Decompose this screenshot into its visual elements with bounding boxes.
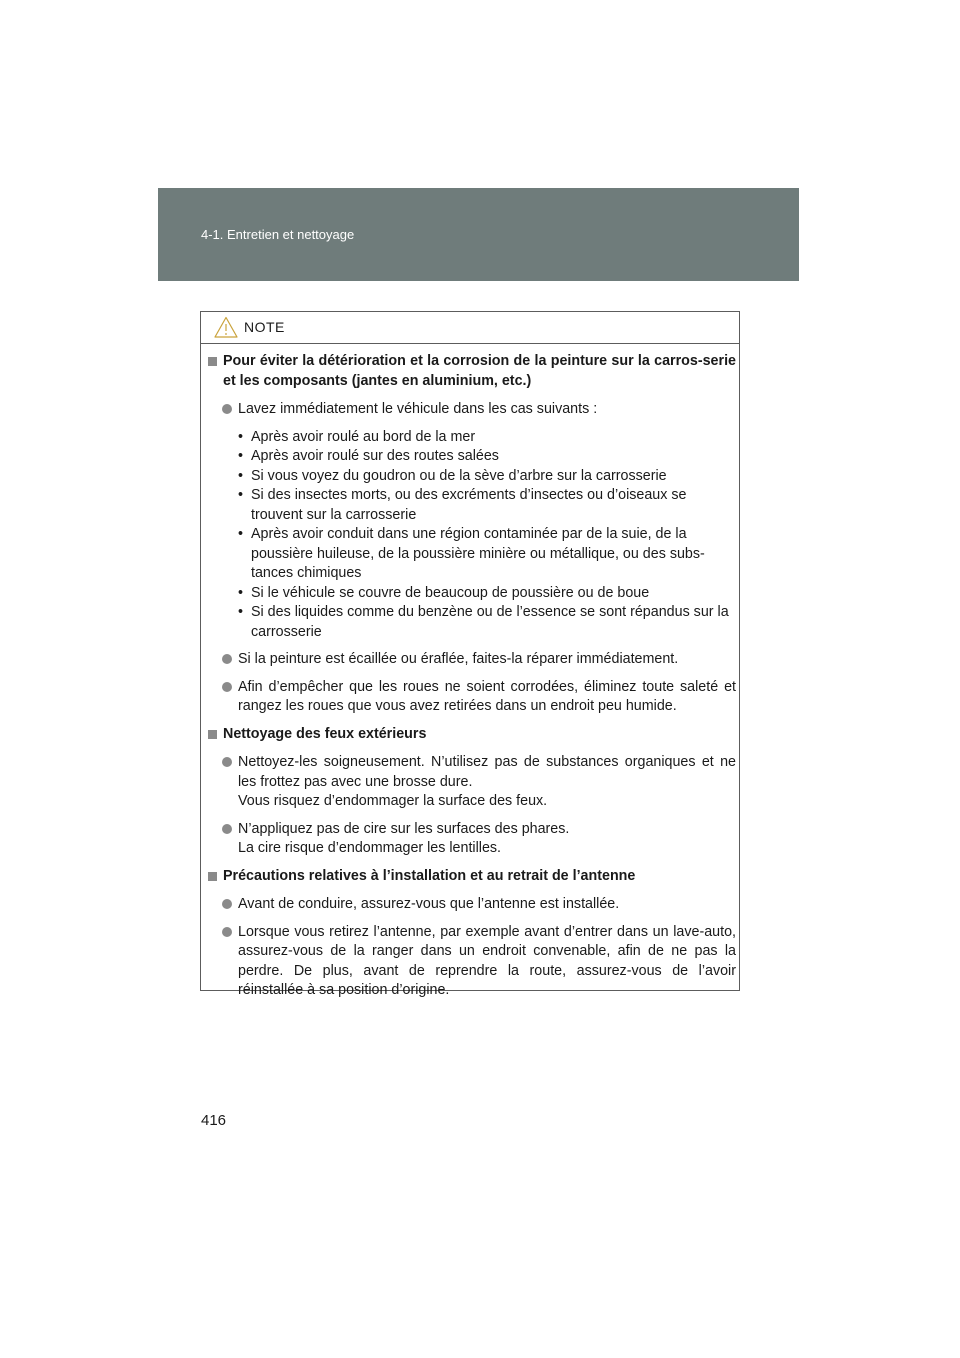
- round-bullet-icon: [222, 899, 232, 909]
- list-item: [206, 400, 736, 420]
- note-content: [206, 352, 736, 1009]
- square-bullet-icon: [208, 730, 217, 739]
- list-item-text: Afin d’empêcher que les roues ne soient corrodées, éliminez toute saleté et rangez les roues que vous avez retirées dans un endroit peu humide.: [238, 678, 736, 714]
- square-bullet-icon: [208, 357, 217, 366]
- list-item-text: Lorsque vous retirez l’antenne, par exemple avant d’entrer dans un lave-auto, assurez-vous de la ranger dans un endroit convenable, afin de ne pas la perdre. De plus, avant de reprendre la route, assurez-vous de l’avoir réinstallée à sa position d’origine.: [238, 923, 736, 998]
- list-item: [206, 895, 736, 915]
- list-item-note: La cire risque d’endommager les lentilles.: [238, 840, 502, 856]
- sub-list: [206, 428, 736, 643]
- section-heading: [206, 725, 736, 745]
- section-heading: [206, 352, 736, 391]
- section-heading: [206, 867, 736, 887]
- section-heading-text: Nettoyage des feux extérieurs: [223, 725, 427, 742]
- sub-list-item: • Si des insectes morts, ou des excréments d’insectes ou d’oiseaux se trouvent sur la carrosserie: [238, 487, 687, 523]
- list-item-text: N’appliquez pas de cire sur les surfaces des phares.: [238, 820, 570, 837]
- round-bullet-icon: [222, 927, 232, 937]
- section-heading-text: Pour éviter la détérioration et la corrosion de la peinture sur la carros-serie et les composants (jantes en aluminium, etc.): [223, 353, 736, 389]
- sub-list-item: • Si des liquides comme du benzène ou de l’essence se sont répandus sur la carrosserie: [238, 604, 729, 640]
- section-title: 4-1. Entretien et nettoyage: [201, 227, 355, 242]
- list-item: [206, 678, 736, 717]
- round-bullet-icon: [222, 682, 232, 692]
- note-title: NOTE: [244, 319, 285, 335]
- sub-list-item: • Après avoir conduit dans une région contaminée par de la suie, de la poussière huileuse, de la poussière minière ou métallique, ou des subs-tances chimiques: [238, 526, 705, 581]
- note-header: [201, 312, 739, 344]
- list-item: [206, 650, 736, 670]
- list-item-text: Nettoyez-les soigneusement. N’utilisez pas de substances organiques et ne les frottez pas avec une brosse dure.: [238, 754, 736, 790]
- list-item-text: Avant de conduire, assurez-vous que l’antenne est installée.: [238, 896, 620, 912]
- list-item: [206, 820, 736, 859]
- list-item: [206, 923, 736, 1001]
- section-heading-text: Précautions relatives à l’installation et au retrait de l’antenne: [223, 867, 636, 884]
- round-bullet-icon: [222, 757, 232, 767]
- round-bullet-icon: [222, 824, 232, 834]
- sub-list-item: • Si vous voyez du goudron ou de la sève d’arbre sur la carrosserie: [238, 467, 667, 484]
- warning-icon: [214, 316, 238, 338]
- sub-list-item: • Après avoir roulé sur des routes salées: [238, 448, 499, 464]
- list-item-text: Lavez immédiatement le véhicule dans les cas suivants :: [238, 401, 598, 417]
- round-bullet-icon: [222, 404, 232, 414]
- list-item-note: Vous risquez d’endommager la surface des feux.: [238, 793, 548, 809]
- list-item-text: Si la peinture est écaillée ou éraflée, faites-la réparer immédiatement.: [238, 651, 679, 667]
- note-box: [200, 311, 740, 998]
- page-number: 416: [201, 1112, 227, 1129]
- list-item: [206, 753, 736, 812]
- round-bullet-icon: [222, 654, 232, 664]
- square-bullet-icon: [208, 872, 217, 881]
- sub-list-item: • Après avoir roulé au bord de la mer: [238, 428, 476, 445]
- sub-list-item: • Si le véhicule se couvre de beaucoup de poussière ou de boue: [238, 584, 650, 601]
